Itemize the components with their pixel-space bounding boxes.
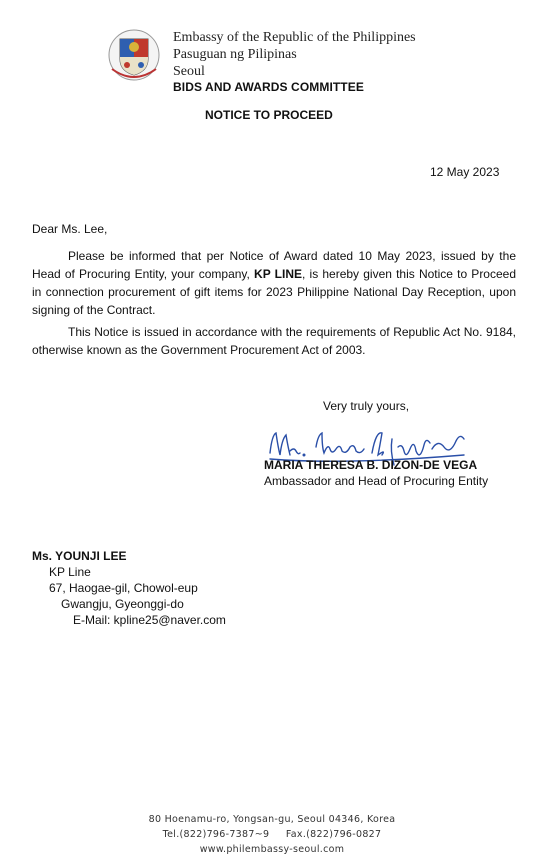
footer-address: 80 Hoenamu-ro, Yongsan-gu, Seoul 04346, Korea bbox=[148, 814, 396, 825]
letterhead-line-2: Pasuguan ng Pilipinas bbox=[173, 47, 297, 62]
recipient-email: E-Mail: kpline25@naver.com bbox=[73, 613, 226, 627]
document-title: NOTICE TO PROCEED bbox=[205, 108, 333, 122]
signer-name: MARIA THERESA B. DIZON-DE VEGA bbox=[264, 458, 478, 472]
recipient-name: Ms. YOUNJI LEE bbox=[32, 549, 127, 563]
footer-website: www.philembassy-seoul.com bbox=[199, 844, 345, 855]
p1-text-end: , is hereby given this Notice to Proceed in connection procurement of gift items for 2023 Philippine National Day Reception, upon signing of the Contract. bbox=[32, 267, 517, 317]
closing: Very truly yours, bbox=[323, 399, 410, 413]
recipient-company: KP Line bbox=[49, 565, 91, 579]
letter-date: 12 May 2023 bbox=[430, 165, 500, 179]
recipient-address-line-2: Gwangju, Gyeonggi-do bbox=[61, 597, 184, 611]
body-paragraph-2: This Notice is issued in accordance with the requirements of Republic Act No. 9184, otherwise known as the Government Procurement Act of 2003. bbox=[32, 325, 516, 357]
signer-title: Ambassador and Head of Procuring Entity bbox=[264, 474, 489, 488]
p1-text-start: Please be informed that per Notice of Award dated 10 May 2023, issued by the Head of Procuring Entity, your company, bbox=[32, 249, 516, 281]
body-paragraph-1 bbox=[32, 247, 516, 319]
salutation: Dear Ms. Lee, bbox=[32, 222, 108, 236]
committee-name: BIDS AND AWARDS COMMITTEE bbox=[173, 80, 364, 94]
footer-phone: Tel.(822)796-7387~9 Fax.(822)796-0827 bbox=[162, 829, 382, 840]
letterhead-line-1: Embassy of the Republic of the Philippines bbox=[173, 30, 416, 45]
company-name-bold: KP LINE bbox=[254, 267, 303, 281]
letterhead-line-3: Seoul bbox=[173, 64, 205, 79]
philippine-seal-icon bbox=[108, 29, 160, 81]
recipient-address-line-1: 67, Haogae-gil, Chowol-eup bbox=[49, 581, 198, 595]
